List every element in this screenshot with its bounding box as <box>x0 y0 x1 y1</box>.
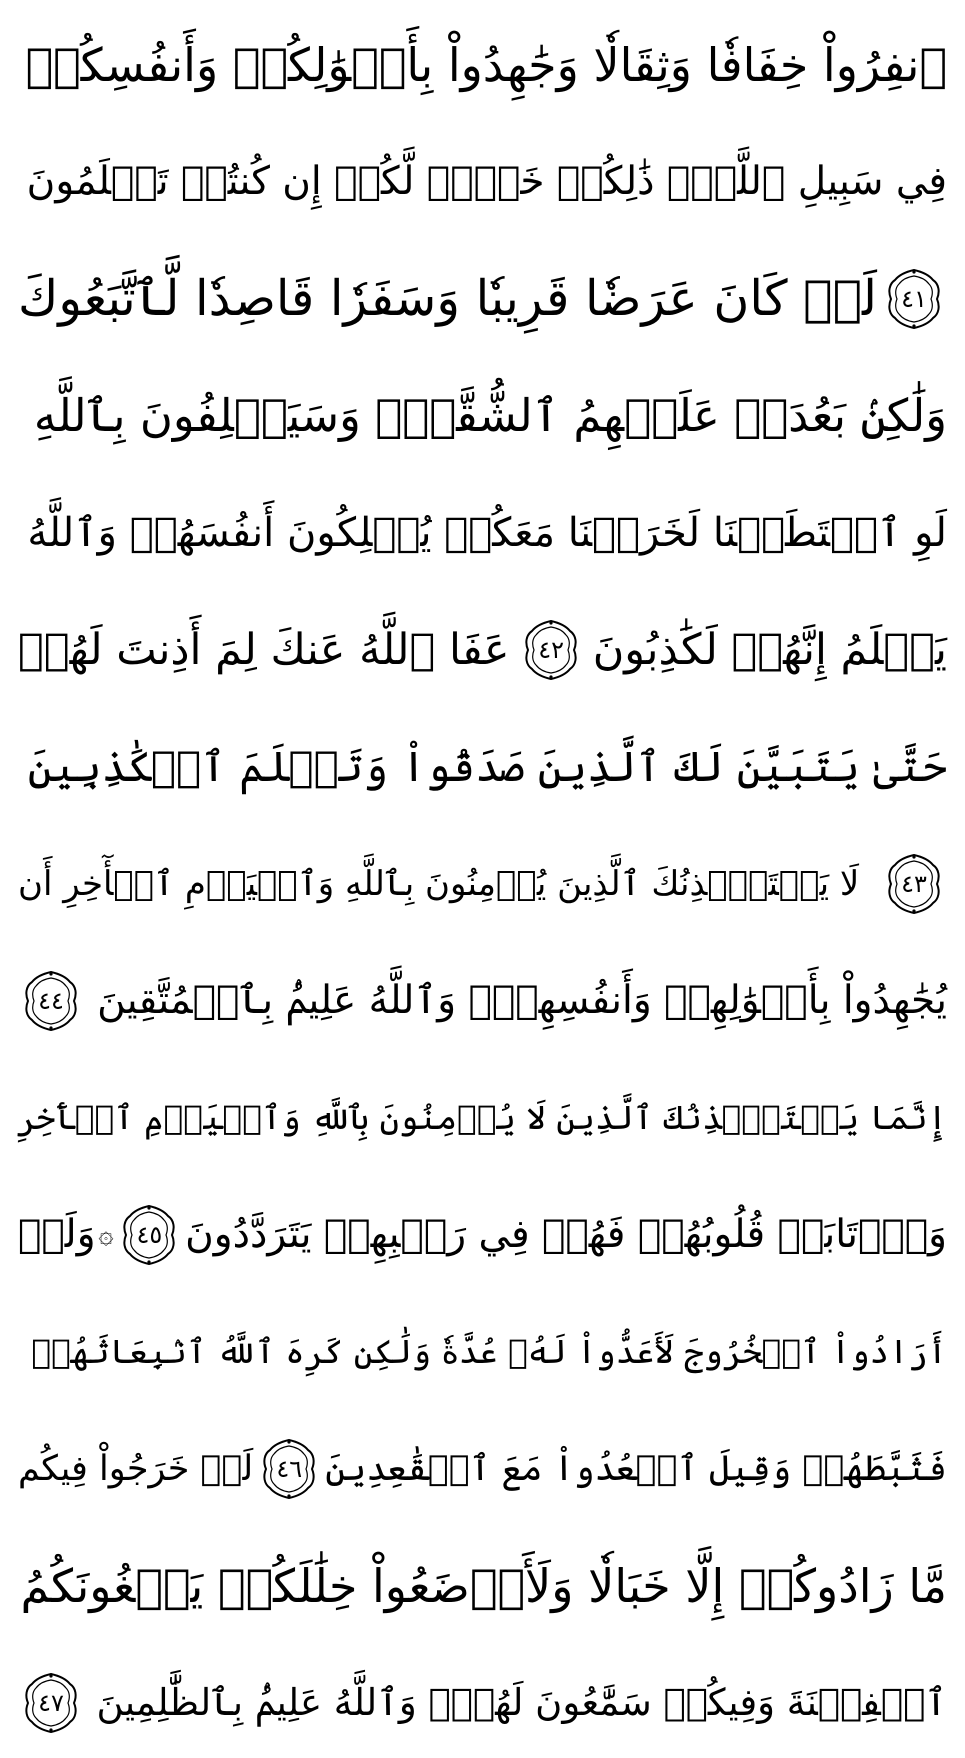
verse-text: يُجَٰهِدُواْ بِأَمۡوَٰلِهِمۡ وَأَنفُسِهِمۡۗ وَٱللَّهُ عَلِيمُۢ بِٱلۡمُتَّقِينَ <box>97 978 947 1023</box>
verse-line <box>18 1297 947 1407</box>
ayah-number-marker <box>524 619 578 681</box>
verse-text: وَٱرۡتَابَتۡ قُلُوبُهُمۡ فَهُمۡ فِي رَيۡبِهِمۡ يَتَرَدَّدُونَ <box>185 1212 947 1257</box>
verse-text: مَّا زَادُوكُمۡ إِلَّا خَبَالٗا وَلَأَوۡضَعُواْ خِلَٰلَكُمۡ يَبۡغُونَكُمُ <box>20 1559 947 1613</box>
verse-text: حَتَّىٰ يَتَبَيَّنَ لَكَ ٱلَّذِينَ صَدَقُواْ وَتَعۡلَمَ ٱلۡكَٰذِبِينَ <box>27 742 947 791</box>
verse-line <box>18 595 947 705</box>
verse-line <box>18 127 947 237</box>
verse-text: عَفَا ٱللَّهُ عَنكَ لِمَ أَذِنتَ لَهُمۡ <box>18 625 510 675</box>
ayah-number: ٤٤ <box>38 987 64 1015</box>
ayah-number-marker <box>262 1438 316 1500</box>
mushaf-page <box>18 0 947 1753</box>
verse-text: يَعۡلَمُ إِنَّهُمۡ لَكَٰذِبُونَ <box>592 625 947 675</box>
ayah-number: ٤٥ <box>136 1221 163 1249</box>
ayah-number-marker <box>122 1204 176 1266</box>
verse-text: وَلَٰكِنۢ بَعُدَتۡ عَلَيۡهِمُ ٱلشُّقَّةُۚ وَسَيَحۡلِفُونَ بِٱللَّهِ <box>33 389 947 442</box>
ayah-number: ٤٧ <box>38 1689 64 1717</box>
verse-text: فِي سَبِيلِ ٱللَّهِۚ ذَٰلِكُمۡ خَيۡرٞ لَّكُمۡ إِن كُنتُمۡ تَعۡلَمُونَ <box>26 159 947 204</box>
verse-line <box>18 1414 947 1524</box>
verse-text: وَلَوۡ <box>18 1212 96 1257</box>
verse-text: ٱنفِرُواْ خِفَافٗا وَثِقَالٗا وَجَٰهِدُواْ بِأَمۡوَٰلِكُمۡ وَأَنفُسِكُمۡ <box>25 38 947 92</box>
verse-line <box>18 10 947 120</box>
verse-line <box>18 1063 947 1173</box>
ayah-number: ٤١ <box>901 285 927 313</box>
hizb-star-icon: ۞ <box>98 1220 114 1250</box>
verse-line <box>18 829 947 939</box>
verse-text: لَوۡ خَرَجُواْ فِيكُم <box>18 1449 254 1489</box>
verse-text: لَوِ ٱسۡتَطَعۡنَا لَخَرَجۡنَا مَعَكُمۡ يُهۡلِكُونَ أَنفُسَهُمۡ وَٱللَّهُ <box>27 510 947 556</box>
ayah-number: ٤٢ <box>538 636 564 664</box>
verse-line <box>18 1531 947 1641</box>
verse-text: لَا يَسۡتَـٔۡذِنُكَ ٱلَّذِينَ يُؤۡمِنُونَ بِٱللَّهِ وَٱلۡيَوۡمِ ٱلۡأٓخِرِ أَن <box>18 864 860 904</box>
ayah-number-marker <box>24 970 78 1032</box>
verse-line <box>18 244 947 354</box>
verse-text: أَرَادُواْ ٱلۡخُرُوجَ لَأَعَدُّواْ لَهُۥ عُدَّةٗ وَلَٰكِن كَرِهَ ٱللَّهُ ٱنۢبِعَاثَهُمۡ <box>31 1332 947 1371</box>
verse-line <box>18 1180 947 1290</box>
verse-line <box>18 712 947 822</box>
verse-line <box>18 478 947 588</box>
verse-line <box>18 361 947 471</box>
ayah-number-marker <box>24 1672 78 1734</box>
verse-text: إِنَّمَا يَسۡتَـٔۡذِنُكَ ٱلَّذِينَ لَا يُؤۡمِنُونَ بِٱللَّهِ وَٱلۡيَوۡمِ ٱلۡأٓخِرِ <box>16 1098 947 1137</box>
verse-line <box>18 946 947 1056</box>
verse-text: فَثَبَّطَهُمۡ وَقِيلَ ٱقۡعُدُواْ مَعَ ٱلۡقَٰعِدِينَ <box>325 1449 947 1489</box>
ayah-number: ٤٦ <box>276 1455 303 1483</box>
verse-line <box>18 1648 947 1758</box>
ayah-number-marker <box>887 268 941 330</box>
verse-text: ٱلۡفِتۡنَةَ وَفِيكُمۡ سَمَّٰعُونَ لَهُمۡۗ وَٱللَّهُ عَلِيمُۢ بِٱلظَّٰلِمِينَ <box>96 1681 947 1724</box>
verse-text: لَوۡ كَانَ عَرَضٗا قَرِيبٗا وَسَفَرٗا قَاصِدٗا لَّٱتَّبَعُوكَ <box>18 270 877 327</box>
ayah-number-marker <box>887 853 941 915</box>
ayah-number: ٤٣ <box>901 870 927 898</box>
